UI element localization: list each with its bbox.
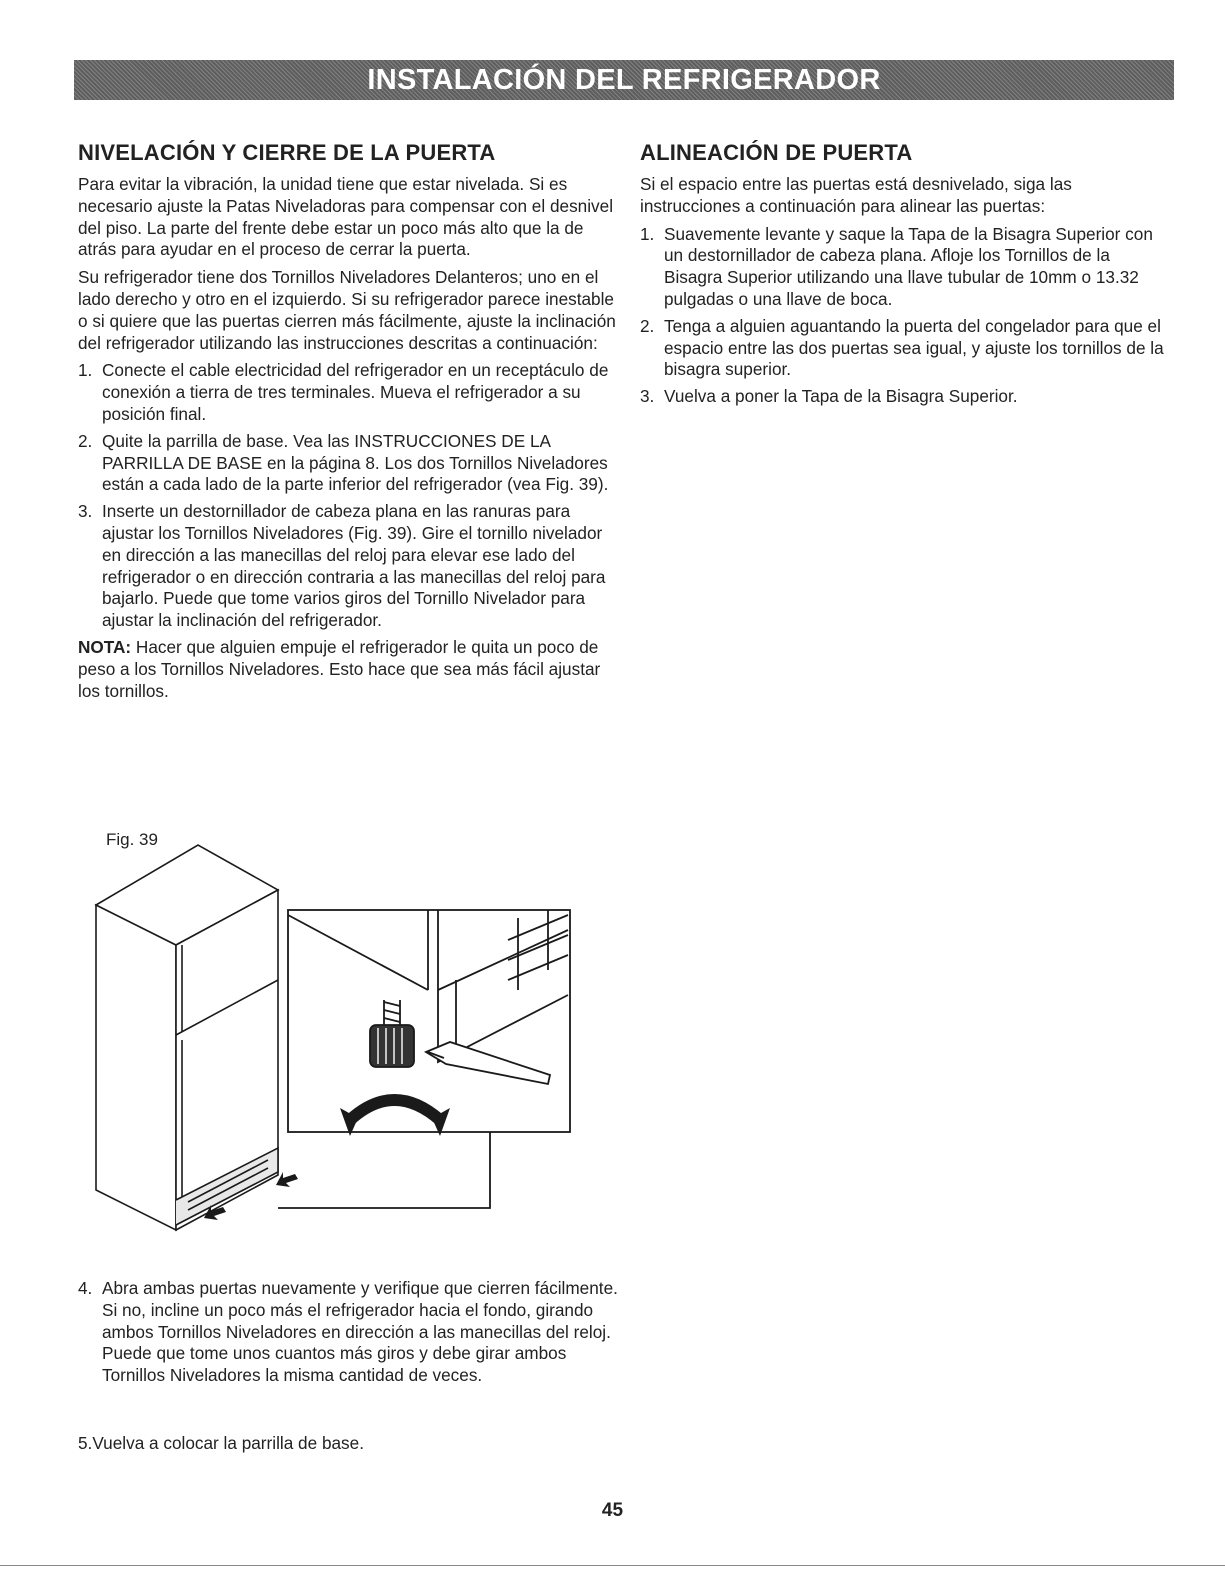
alignment-step — [640, 386, 1165, 408]
leveling-step — [78, 501, 618, 632]
step-5-block — [78, 1433, 618, 1461]
step-number: 2. — [640, 315, 655, 336]
figure-label: Fig. 39 — [106, 830, 158, 849]
figure-39 — [78, 830, 598, 1260]
leveling-paragraph-2: Su refrigerador tiene dos Tornillos Niveladores Delanteros; uno en el lado derecho y otro en el izquierdo. Si su refrigerador parece inestable o si quiere que las puertas cierren más fácilmente, ajuste la inclinación del refrigerador utilizando las instrucciones descritas a continuación: — [78, 267, 616, 353]
alignment-step — [640, 224, 1165, 311]
door-alignment-steps — [640, 224, 1165, 408]
section-title: INSTALACIÓN DEL REFRIGERADOR — [367, 63, 881, 96]
step-number: 3. — [78, 501, 93, 522]
step-4-block — [78, 1278, 618, 1392]
step-number: 3. — [640, 386, 655, 407]
refrigerator-leveling-illustration — [78, 830, 598, 1260]
step-text: Vuelva a poner la Tapa de la Bisagra Superior. — [664, 386, 1018, 407]
section-banner — [74, 60, 1174, 100]
note-label: NOTA: — [78, 636, 132, 657]
step-number: 4. — [78, 1278, 93, 1298]
step-text: Inserte un destornillador de cabeza plana en las ranuras para ajustar los Tornillos Niveladores (Fig. 39). Gire el tornillo nivelador en dirección a las manecillas del reloj para elevar ese lado del refrigerador o en dirección contraria a las manecillas del reloj para bajarlo. Puede que tome varios giros del Tornillo Nivelador para ajustar la inclinación del refrigerador. — [102, 501, 606, 631]
leveling-heading: NIVELACIÓN Y CIERRE DE LA PUERTA — [78, 140, 496, 165]
door-alignment-column — [640, 140, 1165, 413]
page-number: 45 — [601, 1500, 624, 1521]
step-text: Abra ambas puertas nuevamente y verifique que cierren fácilmente. Si no, incline un poco más el refrigerador hacia el fondo, girando ambos Tornillos Niveladores en dirección a las manecillas del reloj. Puede que tome unos cuantos más giros y debe girar ambos Tornillos Niveladores la misma cantidad de veces. — [102, 1278, 618, 1386]
step-number: 2. — [78, 430, 93, 451]
note-text: Hacer que alguien empuje el refrigerador le quita un poco de peso a los Tornillos Niveladores. Esto hace que sea más fácil ajustar los tornillos. — [78, 636, 601, 701]
step-text: Suavemente levante y saque la Tapa de la Bisagra Superior con un destornillador de cabeza plana. Afloje los Tornillos de la Bisagra Superior utilizando una llave tubular de 10mm o 13.32 pulgadas o una llave de boca. — [664, 223, 1153, 309]
leveling-column — [78, 140, 618, 708]
leveling-step — [78, 431, 618, 496]
alignment-step — [640, 316, 1165, 381]
step-text: Tenga a alguien aguantando la puerta del congelador para que el espacio entre las dos puertas sea igual, y ajuste los tornillos de la bisagra superior. — [664, 315, 1164, 380]
door-alignment-heading: ALINEACIÓN DE PUERTA — [640, 140, 913, 165]
leveling-step — [78, 1278, 618, 1387]
step-number: 1. — [640, 223, 655, 244]
note — [78, 637, 618, 702]
leveling-steps-continued — [78, 1278, 618, 1387]
leveling-step — [78, 360, 618, 425]
step-5-text: 5.Vuelva a colocar la parrilla de base. — [78, 1433, 364, 1453]
door-alignment-intro: Si el espacio entre las puertas está desnivelado, siga las instrucciones a continuación para alinear las puertas: — [640, 174, 1072, 216]
leveling-steps — [78, 360, 618, 632]
step-text: Quite la parrilla de base. Vea las INSTRUCCIONES DE LA PARRILLA DE BASE en la página 8. Los dos Tornillos Niveladores están a cada lado de la parte inferior del refrigerador (vea Fig. 39). — [102, 430, 609, 495]
step-text: Conecte el cable electricidad del refrigerador en un receptáculo de conexión a tierra de tres terminales. Mueva el refrigerador a su posición final. — [102, 360, 609, 424]
bottom-rule — [0, 1565, 1225, 1566]
step-number: 1. — [78, 360, 93, 381]
leveling-paragraph-1: Para evitar la vibración, la unidad tiene que estar nivelada. Si es necesario ajuste la Patas Niveladoras para compensar con el desnivel del piso. La parte del frente debe estar un poco más alto que la de atrás para ayudar en el proceso de cerrar la puerta. — [78, 174, 614, 260]
